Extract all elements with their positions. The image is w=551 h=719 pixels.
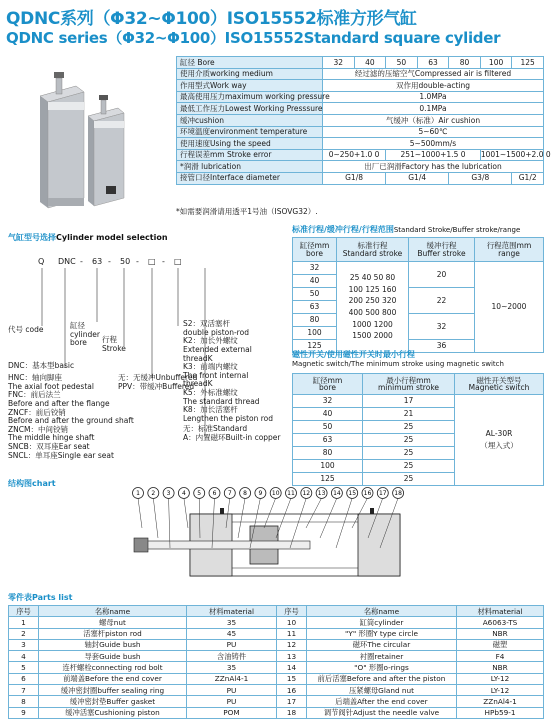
table-cell: 5~60℃ (323, 126, 544, 138)
callout-number: 15 (348, 490, 357, 498)
series-label: DNC：基本型basic (8, 361, 75, 370)
magnet-options: 无：标准Standard A：内置磁环Built-in copper (183, 424, 281, 442)
callout-number: 17 (378, 490, 387, 498)
table-cell: 80 (293, 314, 337, 327)
table-cell: 最高使用压力maximum working pressure (177, 91, 323, 103)
table-cell: PU (187, 696, 277, 707)
table-cell: 缸径mm bore (293, 238, 337, 262)
table-cell: G1/2 (512, 172, 544, 184)
table-cell: 0.1MPa (323, 103, 544, 115)
table-cell: G3/8 (449, 172, 512, 184)
table-cell: 125 (293, 340, 337, 353)
magnet-table (292, 373, 544, 486)
callout-number: 5 (197, 490, 202, 498)
table-cell: 名称name (39, 606, 187, 617)
table-cell: 出厂已润滑Factory has the lubrication (323, 161, 544, 173)
cylinder-section (134, 508, 400, 576)
table-cell: 125 (293, 473, 363, 486)
table-cell: 50 (293, 421, 363, 434)
table-row (293, 262, 544, 275)
table-cell: 缓冲密封垫Buffer gasket (39, 696, 187, 707)
table-cell: AL-30R （埋入式） (455, 395, 544, 486)
table-cell: 35 (187, 662, 277, 673)
table-cell: 25 (363, 434, 455, 447)
table-cell: *润滑 lubrication (177, 161, 323, 173)
table-cell: G1/8 (323, 172, 386, 184)
table-cell: 序号 (9, 606, 39, 617)
table-row (293, 374, 544, 395)
spec-row-max-pressure (177, 91, 544, 103)
structure-chart-heading: 结构图chart (8, 479, 56, 488)
table-cell: 35 (187, 617, 277, 628)
table-cell: 16 (277, 685, 307, 696)
table-cell: ZZnAl4-1 (457, 696, 544, 707)
table-row (9, 651, 544, 662)
stroke-table (292, 237, 544, 353)
standard-stroke-line: 200 250 320 (348, 296, 397, 306)
stroke-label: 行程 Stroke (102, 335, 126, 353)
table-cell: 2 (9, 628, 39, 639)
callout-leader (169, 498, 170, 548)
table-cell: 32 (293, 262, 337, 275)
stroke-table-heading: 标准行程/缓冲行程/行程范围Standard Stroke/Buffer stroke/range (292, 225, 521, 234)
table-cell: 缓冲活塞Cushioning piston (39, 707, 187, 718)
table-cell: 活塞杆piston rod (39, 628, 187, 639)
callout-number: 8 (243, 490, 248, 498)
table-cell: 14 (277, 662, 307, 673)
rod-options: S2：双活塞杆 double piston-rod K2：加长外螺纹 Extended external threadK K3：前端内螺纹 The front internal threadK K5：外标准螺纹 The standard thread K8：加长活塞杆 Lengthen the piston rod (183, 319, 273, 423)
table-cell: 10 (277, 617, 307, 628)
table-cell: 25 (363, 473, 455, 486)
table-cell: 1001~1500+2.0 0 (480, 150, 551, 160)
table-cell: 25 (363, 447, 455, 460)
spec-row-cushion (177, 114, 544, 126)
table-cell: 0~250+1.0 0 (323, 149, 386, 161)
table-cell: 导套Guide bush (39, 651, 187, 662)
table-cell: 经过滤的压缩空气Compressed air is filtered (323, 68, 544, 80)
table-cell: 50 (293, 288, 337, 301)
table-row (9, 707, 544, 718)
table-cell: 40 (293, 408, 363, 421)
table-cell: 20 (409, 262, 475, 288)
code-dash-1: - (80, 257, 83, 266)
table-row (9, 606, 544, 617)
table-row (9, 673, 544, 684)
table-cell: 63 (293, 434, 363, 447)
table-cell: 材料material (457, 606, 544, 617)
spec-row-speed (177, 138, 544, 150)
callout-number: 13 (317, 490, 326, 498)
callout-number: 16 (363, 490, 372, 498)
callout-number: 4 (181, 490, 186, 498)
lubrication-note: *如需要润滑请用透平1号油（ISOVG32）. (176, 207, 318, 216)
table-cell: 含油铸件 (187, 651, 277, 662)
table-cell: 作用型式Work way (177, 80, 323, 92)
parts-table (8, 605, 544, 719)
table-cell: 32 (409, 314, 475, 340)
table-cell: 32 (323, 57, 355, 69)
magnet-table-subheading: Magnetic switch/The minimum stroke using magnetic switch (292, 360, 504, 368)
page-title-en: QDNC series（Φ32~Φ100）ISO15552Standard square cylider (6, 29, 501, 47)
table-cell: 32 (293, 395, 363, 408)
table-cell: 6 (9, 673, 39, 684)
code-option: □ (174, 257, 182, 266)
table-cell: 50 (386, 57, 418, 69)
table-cell: 45 (187, 628, 277, 639)
code-cushion: □ (148, 257, 156, 266)
table-cell: 调节阀针Adjust the needle valve (307, 707, 457, 718)
table-cell: NBR (457, 628, 544, 639)
spec-row-interface (177, 172, 544, 184)
table-cell: 18 (277, 707, 307, 718)
standard-stroke-line: 400 500 800 (348, 308, 397, 317)
table-cell: 4 (9, 651, 39, 662)
table-cell: 251~1000+1.5 0 (386, 149, 481, 161)
table-cell: 压紧螺母Gland nut (307, 685, 457, 696)
table-cell: 21 (363, 408, 455, 421)
table-row (9, 628, 544, 639)
callout-number: 7 (227, 490, 232, 498)
callout-number: 2 (151, 490, 156, 498)
callout-number: 14 (333, 490, 341, 498)
table-cell: 最低工作压力Lowest Working Presssure (177, 103, 323, 115)
callout-number: 9 (258, 490, 263, 498)
code-dash-3: - (136, 257, 139, 266)
table-cell: 使用介质working medium (177, 68, 323, 80)
table-cell: 气缓冲（标准）Air cushion (323, 114, 544, 126)
code-dash-4: - (162, 257, 165, 266)
table-cell: 磁环The circular (307, 639, 457, 650)
table-cell: PU (187, 685, 277, 696)
table-cell: 10~2000 (475, 262, 544, 353)
callout-number: 3 (166, 490, 171, 498)
table-cell: 63 (417, 57, 449, 69)
cushion-options: 无：无缓冲Unbuffered PPV：带缓冲Buffered (118, 373, 198, 391)
magnet-table-heading: 磁性开关/使用磁性开关时最小行程 (292, 350, 415, 359)
table-cell: 17 (277, 696, 307, 707)
spec-row-medium (177, 68, 544, 80)
table-cell: NBR (457, 662, 544, 673)
spec-row-lubrication (177, 161, 544, 173)
table-cell: PU (187, 639, 277, 650)
table-cell: 125 (512, 57, 544, 69)
table-cell: 最小行程mm minimum stroke (363, 374, 455, 395)
table-row (9, 639, 544, 650)
table-cell: 标准行程 Standard stroke (337, 238, 409, 262)
table-cell: 100 (293, 327, 337, 340)
table-cell: 双作用double-acting (323, 80, 544, 92)
code-bore: 63 (92, 257, 103, 266)
table-cell: LY-12 (457, 673, 544, 684)
table-cell: 螺母nut (39, 617, 187, 628)
standard-stroke-line: 25 40 50 80 (349, 273, 396, 283)
large-cylinder (40, 72, 84, 208)
table-cell: 后端盖After the end cover (307, 696, 457, 707)
table-cell: 序号 (277, 606, 307, 617)
page-title-cn: QDNC系列（Φ32~Φ100）ISO15552标准方形气缸 (6, 9, 417, 29)
table-cell: 环境温度environment temperature (177, 126, 323, 138)
table-cell: 80 (293, 447, 363, 460)
table-cell: 3 (9, 639, 39, 650)
table-cell: 缓冲行程 Buffer stroke (409, 238, 475, 262)
spec-row-bore (177, 57, 544, 69)
table-cell: 40 (354, 57, 386, 69)
standard-stroke-line: 100 125 160 (348, 284, 397, 294)
callout-number: 11 (287, 490, 295, 498)
callout-leader (184, 498, 188, 528)
table-cell: 磁性开关型号 Magnetic switch (455, 374, 544, 395)
table-cell: 13 (277, 651, 307, 662)
table-cell: HPb59-1 (457, 707, 544, 718)
table-cell: 缓冲cushion (177, 114, 323, 126)
table-cell: 36 (409, 340, 475, 353)
table-cell: 5~500mm/s (323, 138, 544, 150)
callout-number: 12 (302, 490, 311, 498)
table-cell: 22 (409, 288, 475, 314)
table-cell: 轴封Guide bush (39, 639, 187, 650)
table-cell: 1 (9, 617, 39, 628)
table-cell: 80 (449, 57, 481, 69)
table-cell: 缓冲密封圈buffer sealing ring (39, 685, 187, 696)
table-row (293, 395, 544, 408)
standard-stroke-line: 1500 2000 (352, 331, 393, 341)
table-cell: 磁塑 (457, 639, 544, 650)
table-cell (337, 262, 409, 353)
table-cell: 5 (9, 662, 39, 673)
table-cell: 40 (293, 275, 337, 288)
code-series: DNC (58, 257, 76, 266)
table-cell: 接管口径Interface diameter (177, 172, 323, 184)
mounting-options: HNC：轴向脚座 The axial foot pedestal FNC：前后法兰 Before and after the flange ZNCF：前后铰销 Before and after the ground shaft ZNCM：中间铰销 The middle hinge shaft SNCB：双耳座Ear seat SNCL：单耳座Single ear seat (8, 373, 134, 460)
table-cell: 1.0MPa (323, 91, 544, 103)
table-cell: 25 (363, 460, 455, 473)
table-cell: 12 (277, 639, 307, 650)
model-selection-heading: 气缸型号选择Cylinder model selection (8, 233, 168, 242)
table-cell: 缸筒cylinder (307, 617, 457, 628)
table-row (9, 662, 544, 673)
table-cell: "Y" 形圈Y type circle (307, 628, 457, 639)
table-cell: 11 (277, 628, 307, 639)
code-label: 代号 code (8, 325, 44, 334)
bore-label: 缸径 cylinder bore (70, 321, 100, 348)
table-cell: 行程范围mm range (475, 238, 544, 262)
table-cell: 9 (9, 707, 39, 718)
table-row (9, 685, 544, 696)
table-cell: "O" 形圈o-rings (307, 662, 457, 673)
table-cell: 行程误差mm Stroke error (177, 149, 323, 161)
table-cell: 100 (293, 460, 363, 473)
table-cell: 63 (293, 301, 337, 314)
table-cell: G1/4 (386, 172, 449, 184)
table-cell: 8 (9, 696, 39, 707)
spec-row-work-way (177, 80, 544, 92)
standard-stroke-line: 1000 1200 (352, 319, 393, 329)
table-cell: 25 (363, 421, 455, 434)
table-row (9, 696, 544, 707)
table-cell: 使用速度Using the speed (177, 138, 323, 150)
table-cell: 名称name (307, 606, 457, 617)
callout-leader (138, 498, 142, 528)
table-cell: 缸径mm bore (293, 374, 363, 395)
table-cell: 连杆螺栓connecting rod bolt (39, 662, 187, 673)
table-row (293, 238, 544, 262)
table-cell: F4 (457, 651, 544, 662)
spec-row-min-pressure (177, 103, 544, 115)
table-cell: 前后活塞Before and after the piston (307, 673, 457, 684)
callout-number: 10 (271, 490, 280, 498)
callout-number: 1 (136, 490, 140, 498)
table-cell: POM (187, 707, 277, 718)
spec-table (176, 56, 551, 185)
table-cell: 前端盖Before the end cover (39, 673, 187, 684)
table-cell: A6063-TS (457, 617, 544, 628)
code-stroke: 50 (120, 257, 131, 266)
structure-drawing (130, 486, 410, 586)
table-cell: 17 (363, 395, 455, 408)
table-cell: 材料material (187, 606, 277, 617)
code-dash-2: - (108, 257, 111, 266)
table-cell: 15 (277, 673, 307, 684)
table-cell: LY-12 (457, 685, 544, 696)
cylinder-product-image (18, 58, 158, 223)
table-cell: 7 (9, 685, 39, 696)
small-cylinder (88, 95, 124, 206)
callout-number: 18 (394, 490, 402, 498)
table-cell: 缸径 Bore (177, 57, 323, 69)
table-cell: 100 (480, 57, 512, 69)
parts-list-heading: 零件表Parts list (8, 593, 73, 602)
table-cell: 衬圈retainer (307, 651, 457, 662)
table-cell: ZZnAl4-1 (187, 673, 277, 684)
spec-row-temperature (177, 126, 544, 138)
table-row (9, 617, 544, 628)
callout-number: 6 (212, 490, 217, 498)
spec-row-stroke-error (177, 149, 544, 161)
callout-leader (153, 498, 158, 538)
code-prefix: Q (38, 257, 45, 266)
